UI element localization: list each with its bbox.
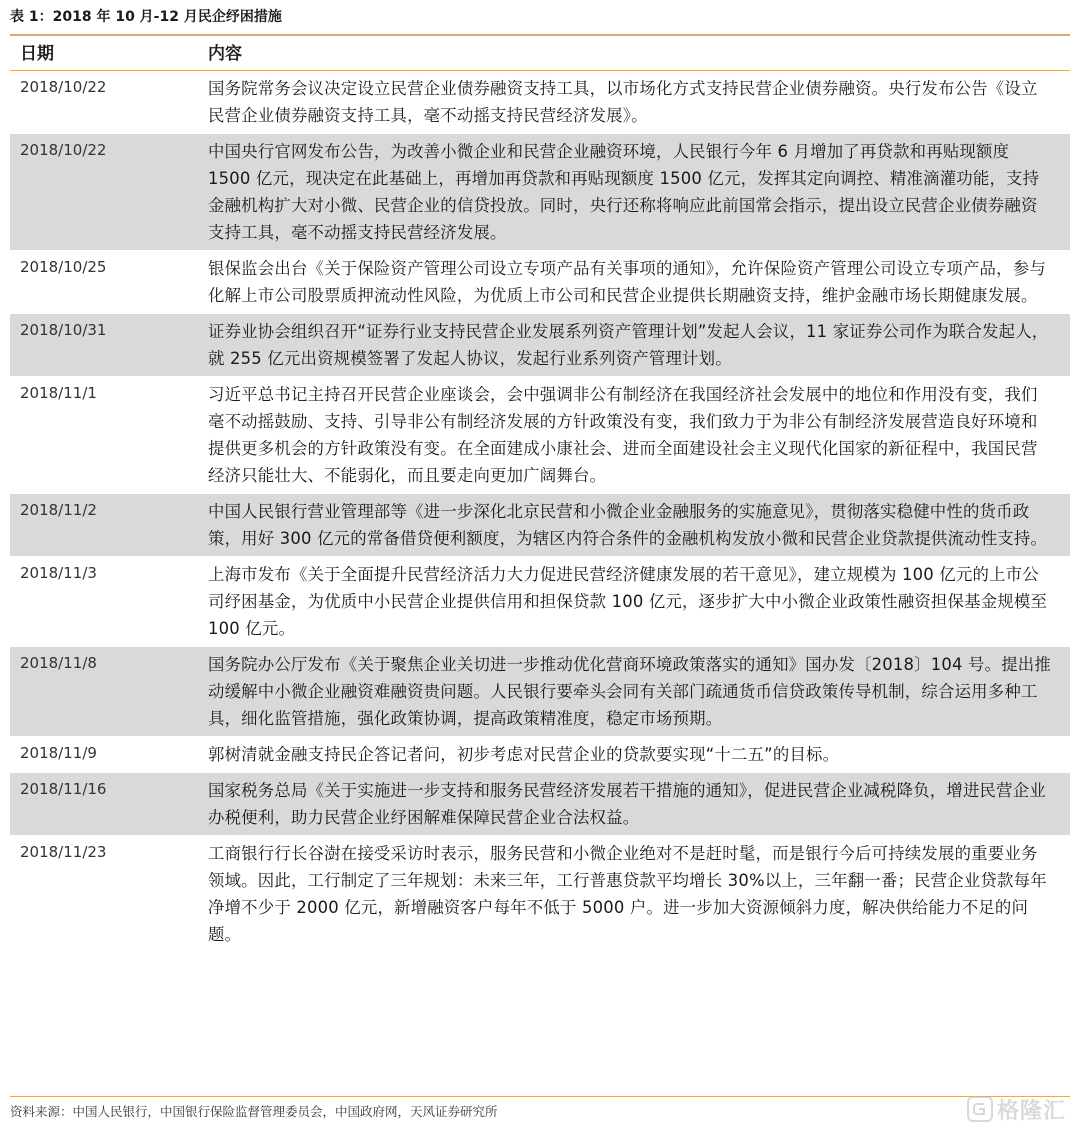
- row-date: 2018/11/23: [20, 843, 107, 861]
- row-content: 证券业协会组织召开“证券行业支持民营企业发展系列资产管理计划”发起人会议，11 家证券公司作为联合发起人，就 255 亿元出资规模签署了发起人协议，发起行业系列资产管理计划。: [208, 322, 1049, 368]
- row-content: 国务院常务会议决定设立民营企业债券融资支持工具，以市场化方式支持民营企业债券融资。央行发布公告《设立民营企业债券融资支持工具，毫不动摇支持民营经济发展》。: [208, 79, 1038, 125]
- table-row: [10, 647, 1070, 737]
- row-date: 2018/11/1: [20, 384, 97, 402]
- row-date: 2018/10/25: [20, 258, 107, 276]
- gelonghui-logo-icon: [967, 1096, 993, 1122]
- watermark: [967, 1092, 1066, 1126]
- row-content: 国务院办公厅发布《关于聚焦企业关切进一步推动优化营商环境政策落实的通知》国办发〔2018〕104 号。提出推动缓解中小微企业融资难融资贵问题。人民银行要牵头会同有关部门疏通货币信贷政策传导机制，综合运用多种工具，细化监管措施，强化政策协调，提高政策精准度，稳定市场预期。: [208, 655, 1051, 728]
- row-date: 2018/11/16: [20, 780, 107, 798]
- table-row: [10, 737, 1070, 773]
- row-content: 中国人民银行营业管理部等《进一步深化北京民营和小微企业金融服务的实施意见》，贯彻落实稳健中性的货币政策，用好 300 亿元的常备借贷便利额度，为辖区内符合条件的金融机构发放小微和民营企业贷款提供流动性支持。: [208, 502, 1048, 548]
- table-row: [10, 134, 1070, 251]
- table-row: [10, 836, 1070, 953]
- table-row: [10, 557, 1070, 647]
- row-content: 郭树清就金融支持民企答记者问，初步考虑对民营企业的贷款要实现“十二五”的目标。: [208, 745, 840, 764]
- row-content: 中国央行官网发布公告，为改善小微企业和民营企业融资环境，人民银行今年 6 月增加了再贷款和再贴现额度 1500 亿元，现决定在此基础上，再增加再贷款和再贴现额度 1500 亿元，发挥其定向调控、精准滴灌功能，支持金融机构扩大对小微、民营企业的信贷投放。同时，央行还称将响应此前国常会指示，提出设立民营企业债券融资支持工具，毫不动摇支持民营经济发展。: [208, 142, 1040, 242]
- table-row: [10, 773, 1070, 836]
- header-content: 内容: [208, 44, 242, 64]
- row-content: 工商银行行长谷澍在接受采访时表示，服务民营和小微企业绝对不是赶时髦，而是银行今后可持续发展的重要业务领域。因此，工行制定了三年规划：未来三年，工行普惠贷款平均增长 30%以上，三年翻一番；民营企业贷款每年净增不少于 2000 亿元，新增融资客户每年不低于 5000 户。进一步加大资源倾斜力度，解决供给能力不足的问题。: [208, 844, 1047, 944]
- row-content: 上海市发布《关于全面提升民营经济活力大力促进民营经济健康发展的若干意见》，建立规模为 100 亿元的上市公司纾困基金，为优质中小民营企业提供信用和担保贷款 100 亿元，逐步扩大中小微企业政策性融资担保基金规模至 100 亿元。: [208, 565, 1048, 638]
- bottom-rule: [10, 1096, 1070, 1097]
- table-row: [10, 494, 1070, 557]
- table-row: [10, 71, 1070, 134]
- row-content: 习近平总书记主持召开民营企业座谈会，会中强调非公有制经济在我国经济社会发展中的地位和作用没有变，我们毫不动摇鼓励、支持、引导非公有制经济发展的方针政策没有变，我们致力于为非公有制经济发展营造良好环境和提供更多机会的方针政策没有变。在全面建成小康社会、进而全面建设社会主义现代化国家的新征程中，我国民营经济只能壮大、不能弱化，而且要走向更加广阔舞台。: [208, 385, 1038, 485]
- row-date: 2018/11/2: [20, 501, 97, 519]
- table-row: [10, 314, 1070, 377]
- row-content: 国家税务总局《关于实施进一步支持和服务民营经济发展若干措施的通知》，促进民营企业减税降负，增进民营企业办税便利，助力民营企业纾困解难保障民营企业合法权益。: [208, 781, 1046, 827]
- header-date: 日期: [20, 44, 54, 64]
- row-date: 2018/11/9: [20, 744, 97, 762]
- row-content: 银保监会出台《关于保险资产管理公司设立专项产品有关事项的通知》，允许保险资产管理公司设立专项产品，参与化解上市公司股票质押流动性风险，为优质上市公司和民营企业提供长期融资支持，维护金融市场长期健康发展。: [208, 259, 1046, 305]
- row-date: 2018/11/3: [20, 564, 97, 582]
- table-caption: 表 1：2018 年 10 月-12 月民企纾困措施: [10, 9, 282, 25]
- top-rule: [10, 34, 1070, 36]
- table-header: [10, 38, 1070, 70]
- row-date: 2018/10/31: [20, 321, 107, 339]
- measures-table: [10, 71, 1070, 953]
- row-date: 2018/10/22: [20, 141, 107, 159]
- table-row: [10, 251, 1070, 314]
- source-note: 资料来源：中国人民银行，中国银行保险监督管理委员会，中国政府网，天风证券研究所: [10, 1104, 498, 1119]
- table-row: [10, 377, 1070, 494]
- row-date: 2018/11/8: [20, 654, 97, 672]
- row-date: 2018/10/22: [20, 78, 107, 96]
- watermark-text: 格隆汇: [996, 1098, 1066, 1124]
